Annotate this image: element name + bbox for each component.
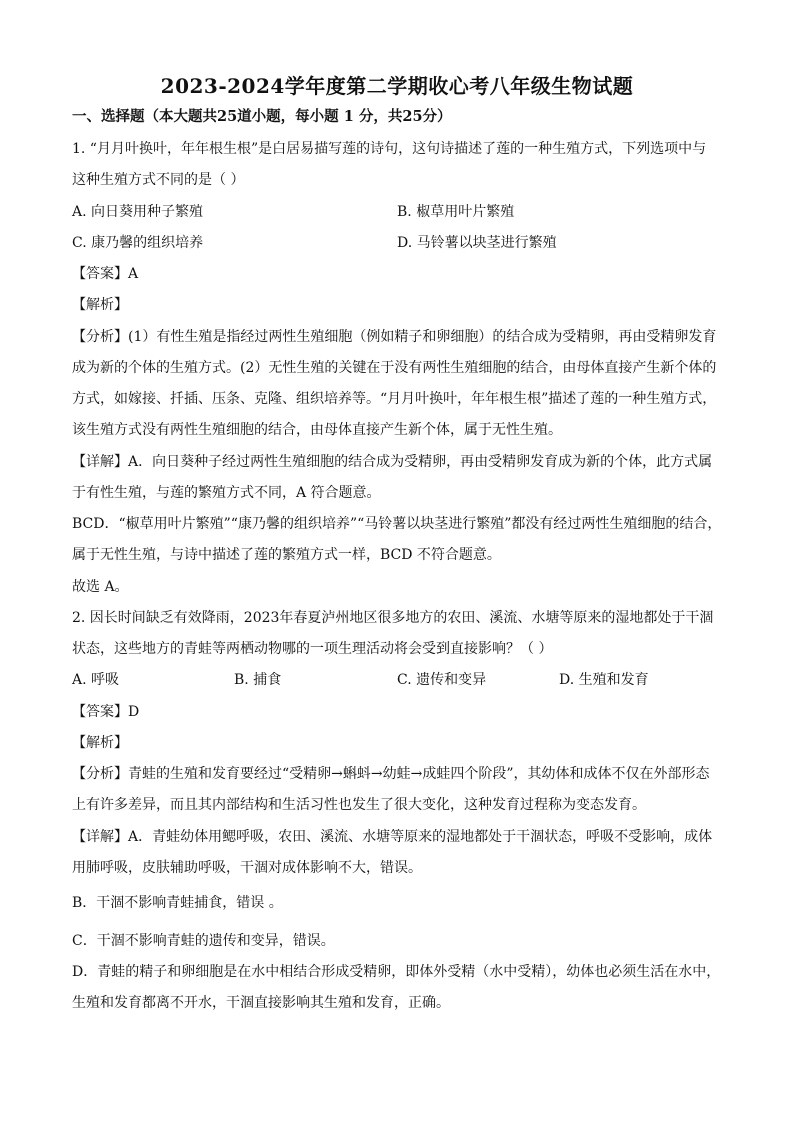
- q1-fenxi-line: 方式，如嫁接、扦插、压条、克隆、组织培养等。“月月叶换叶，年年根生根”描述了莲的一种生殖方式，: [72, 391, 717, 407]
- q2-option-b: B. 捕食: [234, 672, 282, 688]
- q2-fenxi-line: 上有许多差异，而且其内部结构和生活习性也发生了很大变化，这种发育过程称为变态发育。: [72, 797, 646, 813]
- q2-option-a: A. 呼吸: [72, 672, 120, 688]
- q1-xiangjie-line: BCD．“椒草用叶片繁殖”“康乃馨的组织培养”“马铃薯以块茎进行繁殖”都没有经过两性生殖细胞的结合，: [72, 516, 722, 532]
- q2-analysis-label: 【解析】: [72, 735, 128, 751]
- q1-stem-line-1: 1. “月月叶换叶，年年根生根”是白居易描写莲的诗句，这句诗描述了莲的一种生殖方式，下列选项中与: [72, 141, 707, 157]
- q2-xiangjie-line: 【详解】A．青蛙幼体用鳃呼吸，农田、溪流、水塘等原来的湿地都处于干涸状态，呼吸不受影响，成体: [72, 829, 713, 845]
- q2-stem-line-1: 2. 因长时间缺乏有效降雨，2023年春夏泸州地区很多地方的农田、溪流、水塘等原来的湿地都处于干涸: [72, 610, 714, 626]
- q2-xiangjie-line: D．青蛙的精子和卵细胞是在水中相结合形成受精卵，即体外受精（水中受精），幼体也必须生活在水中，: [72, 964, 721, 980]
- q1-answer: 【答案】A: [72, 266, 139, 282]
- q1-analysis-label: 【解析】: [72, 297, 128, 313]
- q1-option-a: A. 向日葵用种子繁殖: [72, 204, 204, 220]
- q1-stem-line-2: 这种生殖方式不同的是（ ）: [72, 172, 245, 188]
- q2-fenxi-line: 【分析】青蛙的生殖和发育要经过“受精卵→蝌蚪→幼蛙→成蛙四个阶段”，其幼体和成体不仅在外部形态: [72, 766, 710, 782]
- q1-fenxi-line: 该生殖方式没有两性生殖细胞的结合，由母体直接产生新个体，属于无性生殖。: [72, 422, 562, 438]
- q1-xiangjie-line: 【详解】A．向日葵种子经过两性生殖细胞的结合成为受精卵，再由受精卵发育成为新的个体，此方式属: [72, 454, 713, 470]
- q1-fenxi-line: 【分析】(1）有性生殖是指经过两性生殖细胞（例如精子和卵细胞）的结合成为受精卵，再由受精卵发育: [72, 329, 717, 345]
- q1-option-d: D. 马铃薯以块茎进行繁殖: [397, 235, 557, 251]
- q2-answer: 【答案】D: [72, 704, 140, 720]
- q2-xiangjie-line: C．干涸不影响青蛙的遗传和变异，错误。: [72, 933, 335, 949]
- q2-xiangjie-line: B．干涸不影响青蛙捕食，错误 。: [72, 895, 283, 911]
- q1-xiangjie-line: 于有性生殖，与莲的繁殖方式不同，A 符合题意。: [72, 485, 381, 501]
- q1-option-c: C. 康乃馨的组织培养: [72, 235, 204, 251]
- q2-xiangjie-line: 用肺呼吸，皮肤辅助呼吸，干涸对成体影响不大，错误。: [72, 860, 422, 876]
- q1-option-b: B. 椒草用叶片繁殖: [397, 204, 515, 220]
- q1-xiangjie-line: 属于无性生殖，与诗中描述了莲的繁殖方式一样，BCD 不符合题意。: [72, 547, 501, 563]
- section-heading: 一、选择题（本大题共25道小题，每小题 1 分，共25分）: [72, 108, 452, 125]
- page-title: 2023-2024学年度第二学期收心考八年级生物试题: [160, 74, 634, 98]
- q2-option-d: D. 生殖和发育: [559, 672, 649, 688]
- q1-conclusion: 故选 A。: [72, 579, 129, 595]
- q2-xiangjie-line: 生殖和发育都离不开水，干涸直接影响其生殖和发育，正确。: [72, 995, 450, 1011]
- q2-option-c: C. 遗传和变异: [397, 672, 487, 688]
- q2-stem-line-2: 状态，这些地方的青蛙等两栖动物哪的一项生理活动将会受到直接影响？（ ）: [72, 641, 553, 657]
- q1-fenxi-line: 成为新的个体的生殖方式。(2）无性生殖的关键在于没有两性生殖细胞的结合，由母体直接产生新个体的: [72, 360, 717, 376]
